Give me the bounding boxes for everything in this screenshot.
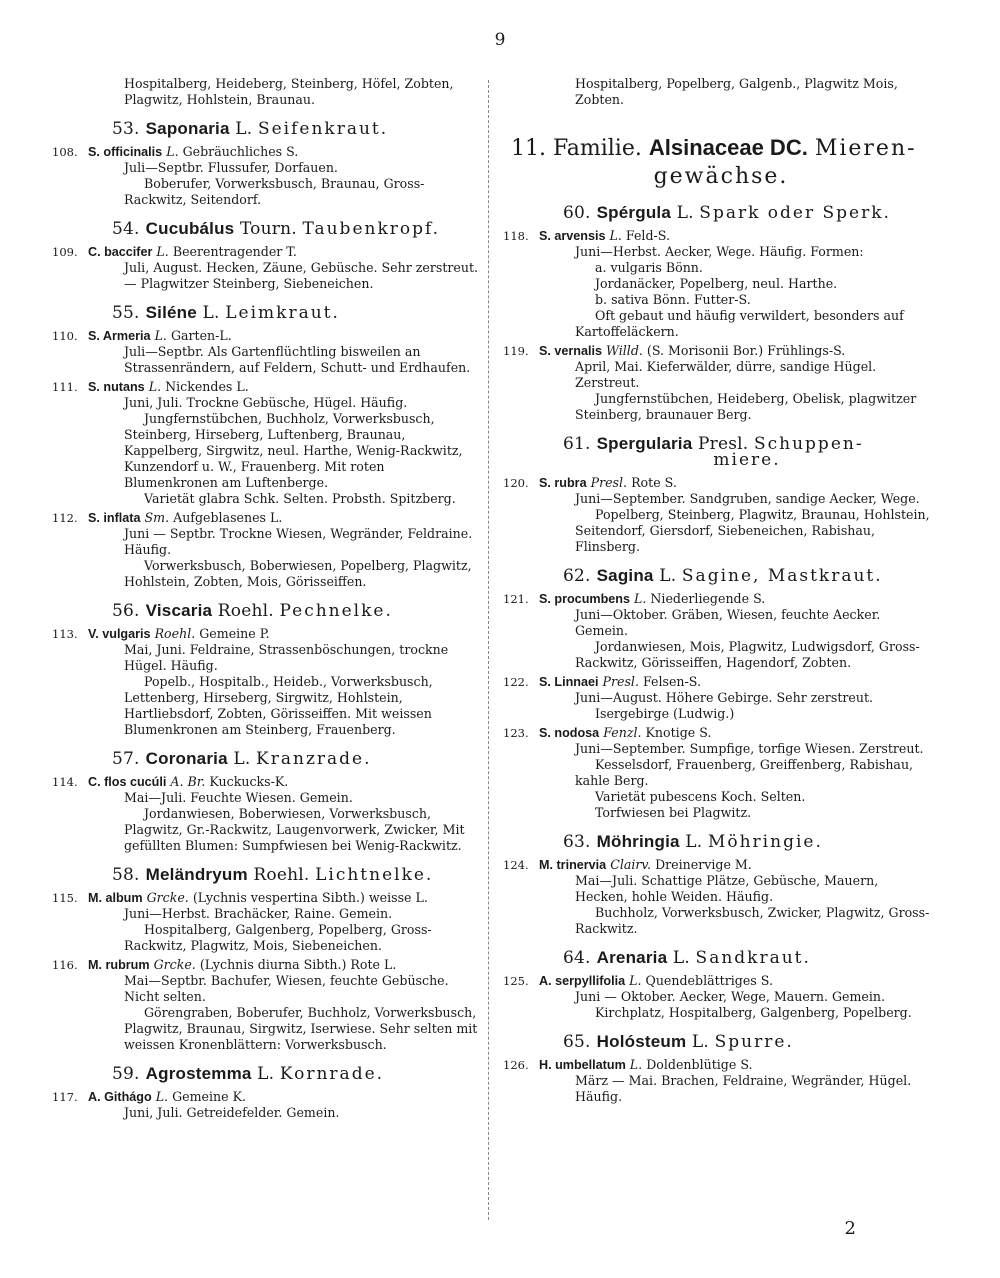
species-common-name: Gebräuchliches S. [182,144,299,159]
species-name: C. flos cucúli [88,775,167,789]
species-entry [52,774,482,854]
species-name: S. rubra [539,476,587,490]
species-variety: Varietät glabra Schk. Selten. Probsth. Spitzberg. [144,491,456,506]
species-form: a. vulgaris Bönn. [595,260,703,275]
genus-name: Agrostemma [145,1064,252,1083]
genus-author: L. [685,832,703,852]
species-entry [52,626,482,738]
species-heading [503,228,931,244]
species-author: L. [609,228,622,243]
genus-heading [563,568,931,584]
genus-name: Saponaria [145,119,230,138]
genus-name: Holósteum [596,1032,687,1051]
genus-common-name: Taubenkropf. [302,219,441,239]
species-heading [52,510,482,526]
species-common-name: Felsen-S. [642,674,701,689]
family-common-name-cont: gewächse. [653,164,789,189]
species-heading [52,957,482,973]
genus-author: L. [659,566,677,586]
left-genera-list [52,121,482,1121]
species-heading [503,1057,931,1073]
genus-heading [112,1066,482,1082]
species-name: M. rubrum [88,958,150,972]
species-heading [503,343,931,359]
family-heading [511,134,931,191]
species-heading [503,857,931,873]
genus-name: Arenaria [596,948,668,967]
genus-heading [112,221,482,237]
species-author: Presl. [602,674,639,689]
species-description: Mai—Septbr. Bachufer, Wiesen, feuchte Gebüsche. Nicht selten. [124,973,449,1004]
genus-common-name: Spark oder Sperk. [699,203,891,223]
species-common-name: Gemeine P. [199,626,270,641]
species-number: 118. [503,229,529,243]
species-author: Roehl. [154,626,196,641]
species-description: Mai—Juli. Feuchte Wiesen. Gemein. [124,790,353,805]
genus-author: L. [233,749,251,769]
species-description: Juni—September. Sandgruben, sandige Aecker, Wege. [575,491,920,506]
species-localities: Görengraben, Boberufer, Buchholz, Vorwerksbusch, Plagwitz, Braunau, Sirgwitz, Iserwiese. Sehr selten mit weissen Kronenblättern: Vorwerksbusch. [124,1005,478,1052]
species-heading [503,591,931,607]
genus-number: 54. [112,219,140,239]
species-entry [52,144,482,208]
genus-number: 56. [112,601,140,621]
family-name: Alsinaceae DC. [648,135,808,160]
species-description: Juni — Septbr. Trockne Wiesen, Wegränder, Feldraine. Häufig. [124,526,473,557]
species-name: S. Armeria [88,329,151,343]
genus-heading [563,436,931,468]
species-description: Juli—Septbr. Flussufer, Dorfauen. [124,160,338,175]
species-name: S. procumbens [539,592,630,606]
genus-heading [563,950,931,966]
species-common-name: (S. Morisonii Bor.) Frühlings-S. [646,343,846,358]
species-description: Juli—Septbr. Als Gartenflüchtling bisweilen an Strassenrändern, auf Feldern, Schutt- und Erdhaufen. [124,344,471,375]
species-name: C. baccifer [88,245,153,259]
species-localities: Jordanwiesen, Mois, Plagwitz, Ludwigsdorf, Gross-Rackwitz, Görisseiffen, Hagendorf, Zobten. [575,639,920,670]
species-name: S. nutans [88,380,145,394]
species-entry [503,475,931,555]
genus-heading [112,305,482,321]
species-description: April, Mai. Kieferwälder, dürre, sandige Hügel. Zerstreut. [575,359,877,390]
species-name: M. album [88,891,143,905]
species-localities: Popelberg, Steinberg, Plagwitz, Braunau, Hohlstein, Seitendorf, Giersdorf, Siebeneichen, Rabishau, Flinsberg. [575,507,930,554]
species-entry [503,591,931,671]
species-number: 125. [503,974,529,988]
species-localities: Popelb., Hospitalb., Heideb., Vorwerksbusch, Lettenberg, Hirseberg, Sirgwitz, Hohlstein, Hartliebsdorf, Zobten, Görisseiffen. Mit weissen Blumenkronen am Steinberg, Frauenberg. [124,674,433,737]
species-number: 109. [52,245,78,259]
species-name: H. umbellatum [539,1058,626,1072]
genus-heading [112,603,482,619]
page-number: 9 [494,30,506,50]
genus-number: 62. [563,566,591,586]
species-author: A. Br. [170,774,206,789]
species-author: L. [629,1057,643,1072]
family-number: 11. Familie. [511,136,642,161]
species-author: L. [166,144,179,159]
genus-author: Presl. [697,434,749,454]
genus-common-name: Spurre. [714,1032,794,1052]
species-author: L. [155,1089,169,1104]
genus-common-name: Seifenkraut. [257,119,389,139]
species-variety: Varietät pubescens Koch. Selten. [595,789,806,804]
species-heading [503,674,931,690]
species-number: 115. [52,891,78,905]
species-entry [52,328,482,376]
species-common-name: (Lychnis diurna Sibth.) Rote L. [199,957,397,972]
species-heading [52,379,482,395]
species-entry [52,379,482,507]
species-heading [52,1089,482,1105]
species-common-name: Doldenblütige S. [646,1057,753,1072]
species-entry [52,510,482,590]
species-common-name: Garten-L. [170,328,232,343]
species-localities: Isergebirge (Ludwig.) [595,706,735,721]
species-entry [503,228,931,340]
genus-common-name: Kranzrade. [256,749,372,769]
genus-number: 59. [112,1064,140,1084]
species-entry [52,957,482,1053]
species-common-name: Knotige S. [645,725,712,740]
genus-name: Siléne [145,303,197,322]
species-entry [503,725,931,821]
family-common-name: Mieren- [814,136,917,161]
species-entry [503,973,931,1021]
species-heading [52,244,482,260]
species-description: Juni—Oktober. Gräben, Wiesen, feuchte Aecker. Gemein. [575,607,881,638]
species-localities: Oft gebaut und häufig verwildert, besonders auf Kartoffeläckern. [575,308,904,339]
genus-author: Roehl. [217,601,274,621]
species-description: Juni—September. Sumpfige, torfige Wiesen. Zerstreut. [575,741,924,756]
species-name: S. officinalis [88,145,163,159]
species-description: Juli, August. Hecken, Zäune, Gebüsche. Sehr zerstreut. — Plagwitzer Steinberg, Siebeneichen. [124,260,479,291]
species-localities: Buchholz, Vorwerksbusch, Zwicker, Plagwitz, Gross-Rackwitz. [575,905,930,936]
species-number: 124. [503,858,529,872]
species-heading [52,144,482,160]
species-author: Grcke. [153,957,196,972]
species-description: Juni, Juli. Trockne Gebüsche, Hügel. Häufig. [124,395,408,410]
species-common-name: Beerentragender T. [172,244,297,259]
species-description: Juni—Herbst. Aecker, Wege. Häufig. Formen: [575,244,864,259]
species-description: Juni — Oktober. Aecker, Wege, Mauern. Gemein. [575,989,886,1004]
signature-mark: 2 [844,1218,856,1239]
species-entry [52,1089,482,1121]
species-common-name: Quendeblättriges S. [645,973,773,988]
species-number: 113. [52,627,78,641]
right-intro-text: Hospitalberg, Popelberg, Galgenb., Plagwitz Mois, Zobten. [575,76,898,107]
left-intro-text: Hospitalberg, Heideberg, Steinberg, Höfel, Zobten, Plagwitz, Hohlstein, Braunau. [124,76,454,107]
genus-number: 64. [563,948,591,968]
species-heading [52,328,482,344]
species-description: Juni, Juli. Getreidefelder. Gemein. [124,1105,340,1120]
species-number: 120. [503,476,529,490]
species-name: S. nodosa [539,726,600,740]
genus-name: Möhringia [596,832,680,851]
species-heading [52,774,482,790]
species-entry [503,1057,931,1105]
genus-author: L. [691,1032,709,1052]
genus-common-name: Pechnelke. [279,601,393,621]
genus-name: Spergularia [596,434,693,453]
species-localities: Jungfernstübchen, Heideberg, Obelisk, plagwitzer Steinberg, braunauer Berg. [575,391,917,422]
species-number: 116. [52,958,78,972]
species-number: 111. [52,380,78,394]
species-number: 112. [52,511,78,525]
species-author: Presl. [590,475,628,490]
species-author: Clairv. [610,857,652,872]
genus-number: 55. [112,303,140,323]
species-common-name: Dreinervige M. [655,857,752,872]
species-localities: Jordanäcker, Popelberg, neul. Harthe. [595,276,838,291]
species-author: L. [629,973,642,988]
species-author: Sm. [144,510,170,525]
genus-name: Cucubálus [145,219,235,238]
genus-common-name: Schuppen- [753,434,864,454]
species-heading [52,626,482,642]
species-number: 108. [52,145,78,159]
genus-number: 61. [563,434,591,454]
species-localities: Kesselsdorf, Frauenberg, Greiffenberg, Rabishau, kahle Berg. [575,757,914,788]
species-author: L. [148,379,162,394]
species-author: Grcke. [146,890,189,905]
genus-heading [112,751,482,767]
species-heading [503,725,931,741]
genus-number: 58. [112,865,140,885]
genus-heading [112,121,482,137]
genus-number: 57. [112,749,140,769]
genus-number: 60. [563,203,591,223]
species-author: Fenzl. [603,725,642,740]
species-common-name: Kuckucks-K. [209,774,289,789]
genus-author: L. [235,119,253,139]
species-entry [503,857,931,937]
species-common-name: Gemeine K. [172,1089,246,1104]
species-entry [503,674,931,722]
genus-author: Roehl. [253,865,310,885]
species-entry [503,343,931,423]
column-divider [488,80,489,1220]
genus-name: Meländryum [145,865,248,884]
genus-name: Spérgula [596,203,671,222]
species-heading [52,890,482,906]
species-name: S. inflata [88,511,141,525]
species-description: Mai, Juni. Feldraine, Strassenböschungen, trockne Hügel. Häufig. [124,642,449,673]
species-localities: Jordanwiesen, Boberwiesen, Vorwerksbusch, Plagwitz, Gr.-Rackwitz, Laugenvorwerk, Zwicker, Mit gefüllten Blumen: Sumpfwiesen bei Wenig-Rackwitz. [124,806,465,853]
genus-author: L. [257,1064,275,1084]
species-form: b. sativa Bönn. Futter-S. [595,292,751,307]
species-description: Mai—Juli. Schattige Plätze, Gebüsche, Mauern, Hecken, hohle Weiden. Häufig. [575,873,879,904]
genus-heading [563,1034,931,1050]
species-heading [503,973,931,989]
species-author: L. [634,591,647,606]
species-name: A. serpyllifolia [539,974,626,988]
species-name: S. arvensis [539,229,606,243]
species-name: A. Githágo [88,1090,152,1104]
genus-heading [112,867,482,883]
species-description: Juni—August. Höhere Gebirge. Sehr zerstreut. [575,690,874,705]
species-localities: Vorwerksbusch, Boberwiesen, Popelberg, Plagwitz, Hohlstein, Zobten, Mois, Görisseiffen. [124,558,472,589]
species-number: 122. [503,675,529,689]
genus-common-name: Möhringie. [707,832,823,852]
species-common-name: Rote S. [631,475,677,490]
genus-common-name: Sandkraut. [695,948,811,968]
species-number: 123. [503,726,529,740]
species-localities: Kirchplatz, Hospitalberg, Galgenberg, Popelberg. [595,1005,912,1020]
genus-author: Tourn. [239,219,297,239]
genus-common-name: Lichtnelke. [315,865,434,885]
genus-author: L. [676,203,694,223]
genus-name: Coronaria [145,749,228,768]
species-common-name: Niederliegende S. [650,591,766,606]
genus-number: 65. [563,1032,591,1052]
species-entry [52,890,482,954]
species-number: 114. [52,775,78,789]
species-number: 121. [503,592,529,606]
species-common-name: Feld-S. [625,228,670,243]
species-name: S. vernalis [539,344,603,358]
species-localities: Hospitalberg, Galgenberg, Popelberg, Gross-Rackwitz, Plagwitz, Mois, Siebeneichen. [124,922,432,953]
species-number: 126. [503,1058,529,1072]
genus-common-name: Kornrade. [279,1064,385,1084]
species-common-name: (Lychnis vespertina Sibth.) weisse L. [192,890,428,905]
genus-name: Sagina [596,566,654,585]
species-name: M. trinervia [539,858,607,872]
species-description: März — Mai. Brachen, Feldraine, Wegränder, Hügel. Häufig. [575,1073,912,1104]
species-name: V. vulgaris [88,627,151,641]
species-variety-localities: Torfwiesen bei Plagwitz. [595,805,752,820]
genus-heading [563,205,931,221]
genus-name: Viscaria [145,601,213,620]
species-name: S. Linnaei [539,675,599,689]
genus-common-name: Sagine, Mastkraut. [681,566,883,586]
left-column [52,76,482,1121]
species-number: 119. [503,344,529,358]
species-number: 117. [52,1090,78,1104]
genus-author: L. [672,948,690,968]
right-genera-list [503,205,931,1105]
species-author: L. [154,328,167,343]
genus-number: 53. [112,119,140,139]
species-localities: Jungfernstübchen, Buchholz, Vorwerksbusch, Steinberg, Hirseberg, Luftenberg, Braunau, Kappelberg, Sirgwitz, neul. Harthe, Wenig-Rackwitz, Kunzendorf u. W., Frauenberg. Mit roten Blumenkronen am Luftenberge. [124,411,463,490]
genus-common-name-cont: miere. [713,450,781,470]
species-entry [52,244,482,292]
species-localities: Boberufer, Vorwerksbusch, Braunau, Gross-Rackwitz, Seitendorf. [124,176,425,207]
right-column [503,76,931,1105]
species-heading [503,475,931,491]
species-common-name: Nickendes L. [165,379,249,394]
species-common-name: Aufgeblasenes L. [173,510,283,525]
genus-heading [563,834,931,850]
genus-number: 63. [563,832,591,852]
species-author: Willd. [606,343,643,358]
genus-common-name: Leimkraut. [225,303,340,323]
species-author: L. [156,244,169,259]
genus-author: L. [202,303,220,323]
species-description: Juni—Herbst. Brachäcker, Raine. Gemein. [124,906,393,921]
species-number: 110. [52,329,78,343]
